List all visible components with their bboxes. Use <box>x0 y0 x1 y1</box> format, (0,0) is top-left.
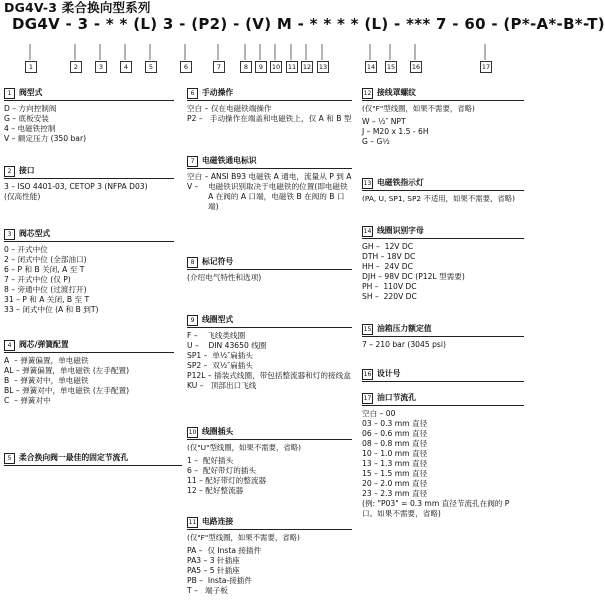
option-line: G – G¹⁄₂ <box>362 136 390 146</box>
option-row <box>187 371 352 381</box>
section-header <box>362 369 524 382</box>
option-code: U – <box>187 341 209 351</box>
option-row <box>362 292 524 302</box>
section-header <box>187 427 352 440</box>
option-line: 31 – P 和 A 关闭, B 至 T <box>4 295 90 305</box>
option-row <box>187 456 352 466</box>
section-header <box>187 517 352 530</box>
section-title: 油箱压力额定值 <box>377 324 432 334</box>
option-code: B – <box>4 376 21 386</box>
option-row <box>4 396 174 406</box>
code-number-14: 14 <box>366 63 376 71</box>
section-header <box>362 88 524 101</box>
section-title: 标记符号 <box>202 257 234 267</box>
section-title: 阀型式 <box>19 88 43 98</box>
option-desc: 弹簧对中，单电磁铁 <box>20 376 89 386</box>
code-number-15: 15 <box>386 63 396 71</box>
option-row <box>187 361 352 371</box>
option-row <box>187 114 352 124</box>
section-marking-symbol <box>187 257 352 283</box>
option-desc: 110V DC <box>383 282 417 292</box>
section-note: (仅"U"型线圈，如果不需要，省略) <box>187 443 302 452</box>
option-line: 23 – 2.3 mm 直径 <box>362 489 428 499</box>
section-number: 10 <box>188 429 197 436</box>
section-number: 12 <box>363 90 372 97</box>
option-desc: 插装式线圈，带包括整流器和灯的接线盒 <box>214 371 351 381</box>
option-desc: 18V DC <box>386 252 416 262</box>
section-header <box>362 393 524 406</box>
option-desc: 弹簧对中，单电磁铁 (左手配置) <box>22 386 130 396</box>
option-line: 7 – 开式中位 (仅 P) <box>4 275 71 285</box>
option-line: 8 – 旁通中位 (过渡打开) <box>4 285 87 295</box>
section-title: 线圈插头 <box>202 427 234 437</box>
code-number-2: 2 <box>70 61 82 73</box>
option-row <box>4 356 174 366</box>
option-code: 12 – <box>187 485 206 495</box>
section-title: 接线罩螺纹 <box>377 88 416 98</box>
option-desc: 3 针插座 <box>209 555 240 565</box>
option-desc: 端子板 <box>205 585 228 595</box>
code-number-7: 7 <box>213 61 225 73</box>
option-code: A – <box>4 356 21 365</box>
section-number: 9 <box>187 315 198 326</box>
option-desc: 98V DC (P12L 型需要) <box>384 272 465 282</box>
option-code: T – <box>187 585 206 595</box>
option-code: V – <box>187 182 209 192</box>
option-row <box>187 331 352 341</box>
option-line: 15 – 1.5 mm 直径 <box>362 469 428 479</box>
section-header <box>187 88 352 101</box>
option-row <box>187 104 352 114</box>
code-guide <box>0 44 530 80</box>
section-header <box>362 178 524 191</box>
option-code: SP1 – <box>187 351 213 361</box>
option-desc: 5 针插座 <box>209 565 240 575</box>
section-soft-shift <box>4 453 182 469</box>
option-row <box>187 546 352 556</box>
section-manual-override <box>187 88 352 124</box>
code-number-4: 4 <box>120 61 132 73</box>
option-desc: 配好带灯的整流器 <box>205 475 267 485</box>
section-title: 柔合换向阀一最佳的固定节流孔 <box>19 453 129 463</box>
option-line: 10 – 1.0 mm 直径 <box>362 449 428 459</box>
code-number-8: 8 <box>240 61 252 73</box>
section-coil-letter <box>362 226 524 302</box>
section-coil-type <box>187 315 352 391</box>
option-row <box>187 586 352 596</box>
section-title: 阀芯/弹簧配置 <box>19 340 69 350</box>
option-desc: 配好带灯的插头 <box>202 465 257 475</box>
section-header <box>4 453 182 466</box>
code-number-11: 11 <box>287 63 297 71</box>
option-code: GH – <box>362 242 385 251</box>
code-number-9: 9 <box>255 61 267 73</box>
page-title: DG4V-3 柔合换向型系列 <box>4 0 151 15</box>
section-spool-type <box>4 229 174 315</box>
section-header <box>4 229 174 242</box>
code-number-13: 13 <box>318 63 328 71</box>
section-design-number <box>362 369 524 385</box>
section-number: 6 <box>187 88 198 99</box>
option-row <box>187 476 352 486</box>
option-code: C – <box>4 396 21 406</box>
section-interface <box>4 166 174 202</box>
option-desc: 220V DC <box>383 292 417 302</box>
option-row <box>187 486 352 496</box>
code-number-6: 6 <box>180 61 192 73</box>
section-spool-spring <box>4 340 174 406</box>
option-code: AL – <box>4 366 23 376</box>
option-row <box>187 351 352 361</box>
option-row <box>362 242 524 252</box>
option-row <box>187 566 352 576</box>
option-line: 7 – 210 bar (3045 psi) <box>362 340 446 349</box>
option-row <box>4 386 174 396</box>
section-port-orifice <box>362 393 524 519</box>
section-title: 设计号 <box>377 369 401 379</box>
section-number: 5 <box>4 453 15 464</box>
code-number-1: 1 <box>25 61 37 73</box>
section-number: 1 <box>4 88 15 99</box>
section-conduit-thread <box>362 88 524 147</box>
option-line: 13 – 1.3 mm 直径 <box>362 459 428 469</box>
section-number: 15 <box>363 326 372 333</box>
option-desc: DIN 43650 线圈 <box>208 341 267 351</box>
option-code: PB – <box>187 575 208 585</box>
option-desc: 飞线类线圈 <box>207 331 246 340</box>
section-coil-plug <box>187 427 352 496</box>
option-desc: 手动操作在端盖和电磁铁上，仅 A 和 B 型 <box>209 114 352 124</box>
code-number-5: 5 <box>145 61 157 73</box>
section-header <box>4 340 174 353</box>
option-line: 4 – 电磁铁控制 <box>4 124 56 134</box>
option-line: 20 – 2.0 mm 直径 <box>362 479 428 489</box>
section-note: (仅"F"型线圈，如果不需要，省略) <box>362 104 475 113</box>
option-line: (仅高性能) <box>4 192 41 202</box>
option-code: PA – <box>187 545 208 555</box>
section-tank-pressure <box>362 324 524 350</box>
section-wiring <box>187 517 352 596</box>
option-line: (介绍电气特性和选项) <box>187 273 262 282</box>
option-line: 2 – 闭式中位 (全部油口) <box>4 255 87 265</box>
code-number-3: 3 <box>95 61 107 73</box>
section-title: 阀芯型式 <box>19 229 51 239</box>
option-line: 33 – 闭式中位 (A 和 B 到T) <box>4 305 99 315</box>
option-desc: ANSI B93 电磁铁 A 通电，流量从 P 到 A <box>210 172 352 181</box>
section-number: 14 <box>363 228 372 235</box>
option-line: 03 – 0.3 mm 直径 <box>362 419 428 429</box>
option-note: (例: "P03" = 0.3 mm 直径节流孔在阀的 P 口。如果不需要，省略) <box>362 499 510 519</box>
section-header <box>187 156 352 169</box>
section-indicator-light <box>362 178 524 207</box>
option-code: 空白 – <box>187 104 211 113</box>
option-code: F – <box>187 331 208 340</box>
option-line: 0 – 开式中位 <box>4 245 48 254</box>
section-header <box>4 88 174 101</box>
option-row <box>362 272 524 282</box>
option-desc: 电磁铁识别取决于电磁铁的位置(即电磁铁 A 在阀的 A 口端，电磁铁 B 在阀的 B 口端) <box>208 182 348 212</box>
section-header <box>4 166 174 179</box>
section-number: 11 <box>188 519 197 526</box>
option-line: 06 – 0.6 mm 直径 <box>362 429 428 439</box>
option-row <box>187 556 352 566</box>
option-row <box>4 376 174 386</box>
option-line: G – 底板安装 <box>4 114 49 124</box>
section-number: 2 <box>4 166 15 177</box>
section-number: 8 <box>187 257 198 268</box>
model-code: DG4V - 3 - * * (L) 3 - (P2) - (V) M - * * * * (L) - *** 7 - 60 - (P*-A*-B*-T) <box>12 15 605 33</box>
option-code: P12L – <box>187 371 215 381</box>
section-title: 电磁铁指示灯 <box>377 178 424 188</box>
option-code: 11 – <box>187 475 206 485</box>
section-header <box>362 226 524 239</box>
section-number: 4 <box>4 340 15 351</box>
section-number: 16 <box>363 371 372 378</box>
option-code: PA3 – <box>187 555 210 565</box>
section-number: 7 <box>187 156 198 167</box>
option-desc: 12V DC <box>384 242 414 251</box>
option-code: SP2 – <box>187 361 213 371</box>
option-row <box>362 282 524 292</box>
option-code: 1 – <box>187 455 203 465</box>
option-code: 空白 – <box>187 172 211 181</box>
option-code: SH – <box>362 292 384 302</box>
section-note: (PA, U, SP1, SP2 不适用，如果不需要，省略) <box>362 194 516 203</box>
code-number-12: 12 <box>302 63 312 71</box>
option-row <box>187 182 352 212</box>
option-code: PA5 – <box>187 565 210 575</box>
option-desc: 顶部出口飞线 <box>210 381 257 391</box>
option-code: HH – <box>362 262 385 272</box>
code-number-16: 16 <box>411 63 421 71</box>
section-number: 17 <box>363 395 372 402</box>
option-desc: 弹簧偏置，单电磁铁 <box>20 356 89 365</box>
option-line: 6 – P 和 B 关闭, A 至 T <box>4 265 85 275</box>
option-row <box>187 341 352 351</box>
option-row <box>187 381 352 391</box>
section-valve-type <box>4 88 174 144</box>
option-row <box>187 576 352 586</box>
section-title: 线圈识别字母 <box>377 226 424 236</box>
section-header <box>187 257 352 270</box>
section-number: 3 <box>4 229 15 240</box>
option-desc: 仅在电磁铁端操作 <box>210 104 272 113</box>
option-row <box>4 366 174 376</box>
option-line: J – M20 x 1.5 - 6H <box>362 126 429 136</box>
section-title: 线圈型式 <box>202 315 234 325</box>
option-desc: 弹簧偏置，单电磁铁 (左手配置) <box>22 366 130 376</box>
option-code: PH – <box>362 282 384 292</box>
option-desc: 配好插头 <box>202 455 234 465</box>
section-title: 接口 <box>19 166 35 176</box>
section-title: 电磁铁通电标识 <box>202 156 257 166</box>
option-line: 3 – ISO 4401-03, CETOP 3 (NFPA D03) <box>4 182 148 191</box>
section-title: 手动操作 <box>202 88 234 98</box>
option-desc: 配好整流器 <box>205 485 244 495</box>
code-number-17: 17 <box>481 63 491 71</box>
section-title: 电路连接 <box>202 517 234 527</box>
option-desc: 双¹⁄₂″扁插头 <box>212 361 253 371</box>
option-line: 空白 – 00 <box>362 409 396 418</box>
option-code: BL – <box>4 386 23 396</box>
section-number: 13 <box>363 180 372 187</box>
option-desc: 24V DC <box>384 262 413 272</box>
option-line: W – ¹⁄₂″ NPT <box>362 116 406 126</box>
option-row <box>187 466 352 476</box>
section-header <box>187 315 352 328</box>
option-row <box>187 172 352 182</box>
option-code: KU – <box>187 381 211 391</box>
option-row <box>362 262 524 272</box>
option-row <box>362 252 524 262</box>
option-line: D – 方向控制阀 <box>4 104 57 113</box>
section-solenoid-energize <box>187 156 352 212</box>
option-code: DJH – <box>362 272 385 282</box>
section-title: 油口节流孔 <box>377 393 416 403</box>
option-line: 08 – 0.8 mm 直径 <box>362 439 428 449</box>
section-note: (仅"F"型线圈，如果不需要，省略) <box>187 533 300 542</box>
option-code: P2 – <box>187 114 210 124</box>
option-desc: Insta-接插件 <box>207 575 252 585</box>
option-line: V – 额定压力 (350 bar) <box>4 134 87 144</box>
option-desc: 弹簧对中 <box>20 396 51 406</box>
option-desc: 单¹⁄₂″扁插头 <box>212 351 253 361</box>
section-header <box>362 324 524 337</box>
option-code: DTH – <box>362 252 387 262</box>
option-desc: 仅 Insta 接插件 <box>207 545 262 555</box>
option-code: 6 – <box>187 465 203 475</box>
code-number-10: 10 <box>271 63 281 71</box>
